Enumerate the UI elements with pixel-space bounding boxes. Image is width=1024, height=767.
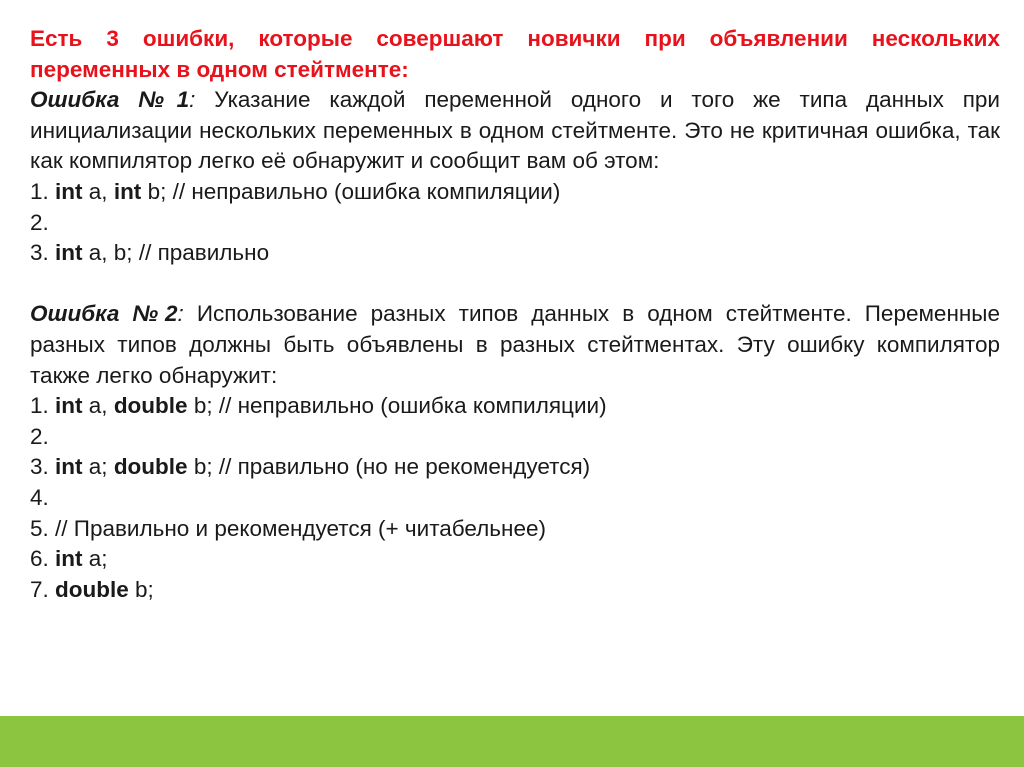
error2-line-6 (30, 544, 1000, 575)
line-number: 1. (30, 393, 56, 419)
error2-line-1 (30, 391, 1000, 422)
code-text: a, b; // правильно (82, 240, 270, 266)
line-number: 3. (30, 240, 56, 266)
error2-label: Ошибка №2 (30, 301, 178, 327)
error1-line-3 (30, 238, 1000, 269)
error2-line-2 (30, 422, 1000, 453)
keyword: int (55, 393, 83, 419)
line-number: 7. (30, 576, 56, 602)
error2-line-7 (30, 575, 1000, 606)
code-comment: 5. // Правильно и рекомендуется (+ читабельнее) (30, 515, 546, 541)
line-number: 6. (30, 546, 56, 572)
error2-line-3 (30, 452, 1000, 483)
keyword: double (113, 454, 188, 480)
error1-colon: : (189, 87, 196, 113)
error2-text: Использование разных типов данных в одном стейтменте. Переменные разных типов должны быть объявлены в разных стейтментах. Эту ошибку компилятор также легко обнаружит: (30, 301, 1000, 388)
keyword: int (55, 546, 83, 572)
code-text: b; // неправильно (ошибка компиляции) (187, 393, 607, 419)
error2-paragraph (30, 299, 1000, 391)
code-text: b; // неправильно (ошибка компиляции) (141, 178, 561, 204)
code-text: b; // правильно (но не рекомендуется) (187, 454, 591, 480)
code-text: b; (128, 576, 154, 602)
keyword: double (113, 393, 188, 419)
error2-colon: : (177, 301, 184, 327)
keyword: int (55, 454, 83, 480)
code-text: a, (82, 178, 114, 204)
slide-heading: Есть 3 ошибки, которые совершают новички при объявлении нескольких переменных в одном стейтменте: (30, 26, 1000, 82)
spacer (30, 269, 1000, 300)
line-number: 2. (30, 423, 49, 449)
error1-paragraph (30, 85, 1000, 177)
line-number: 4. (30, 484, 49, 510)
error1-line-2 (30, 208, 1000, 239)
line-number: 1. (30, 178, 56, 204)
error1-text: Указание каждой переменной одного и того же типа данных при инициализации нескольких переменных в одном стейтменте. Это не критичная ошибка, так как компилятор легко её обнаружит и сообщит вам об этом: (30, 87, 1000, 174)
line-number: 3. (30, 454, 56, 480)
code-text: a, (82, 393, 114, 419)
error1-label: Ошибка №1 (30, 87, 190, 113)
error2-line-5 (30, 514, 1000, 545)
code-text: a; (82, 454, 114, 480)
keyword: int (113, 178, 142, 204)
slide-content (30, 24, 1000, 605)
keyword: double (55, 576, 129, 602)
line-number: 2. (30, 209, 49, 235)
code-text: a; (82, 546, 108, 572)
error2-line-4 (30, 483, 1000, 514)
error1-line-1 (30, 177, 1000, 208)
keyword: int (55, 240, 83, 266)
footer-bar (0, 716, 1024, 767)
keyword: int (55, 178, 83, 204)
